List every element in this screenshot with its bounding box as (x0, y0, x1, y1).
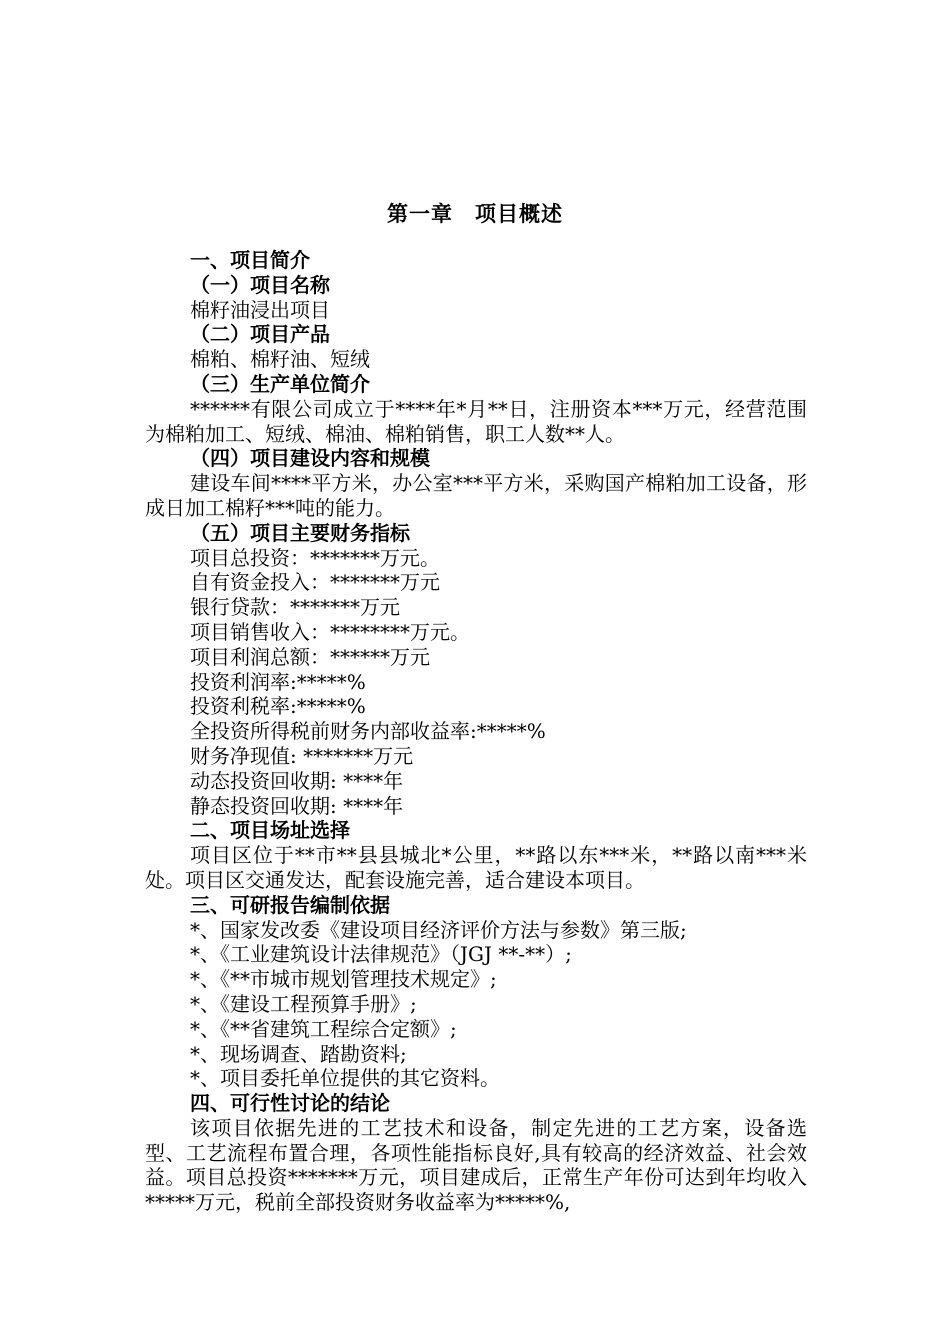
subsection-heading-products: （二）项目产品 (190, 322, 330, 347)
finance-item: 全投资所得税前财务内部收益率:*****% (190, 719, 546, 744)
finance-item: 银行贷款：*******万元 (190, 595, 400, 620)
subsection-heading-finance: （五）项目主要财务指标 (190, 520, 410, 545)
products-text: 棉粕、棉籽油、短绒 (190, 347, 370, 372)
finance-item: 投资利润率:*****% (190, 669, 366, 694)
project-name-text: 棉籽油浸出项目 (190, 297, 330, 322)
reference-item: *、国家发改委《建设项目经济评价方法与参数》第三版; (190, 917, 687, 942)
reference-item: *、《**省建筑工程综合定额》; (190, 1016, 457, 1041)
reference-item: *、《**市城市规划管理技术规定》; (190, 967, 497, 992)
conclusion-paragraph: 该项目依据先进的工艺技术和设备，制定先进的工艺方案，设备选型、工艺流程布置合理，各项性能指标良好,具有较高的经济效益、社会效益。项目总投资*******万元，项目建成后，正常生产年份可达到年均收入*****万元，税前全部投资财务收益率为*****%, (145, 1115, 807, 1215)
reference-item: *、《工业建筑设计法律规范》（JGJ **-**）; (190, 942, 572, 967)
subsection-heading-company: （三）生产单位简介 (190, 371, 370, 396)
site-paragraph: 项目区位于**市**县县城北*公里，**路以东***米，**路以南***米处。项目区交通发达，配套设施完善，适合建设本项目。 (145, 843, 807, 892)
section-heading-4: 四、可行性讨论的结论 (190, 1091, 390, 1116)
subsection-heading-project-name: （一）项目名称 (190, 272, 330, 297)
section-heading-3: 三、可研报告编制依据 (190, 892, 390, 917)
document-body (145, 248, 807, 1215)
finance-item: 财务净现值: *******万元 (190, 743, 414, 768)
finance-item: 动态投资回收期: ****年 (190, 768, 404, 793)
finance-item: 自有资金投入：*******万元 (190, 570, 440, 595)
reference-item: *、《建设工程预算手册》; (190, 991, 417, 1016)
finance-item: 静态投资回收期: ****年 (190, 793, 404, 818)
subsection-heading-scope: （四）项目建设内容和规模 (190, 446, 430, 471)
section-heading-1: 一、项目简介 (190, 248, 310, 272)
reference-item: *、现场调查、踏勘资料; (190, 1041, 407, 1066)
finance-item: 项目利润总额：******万元 (190, 644, 430, 669)
finance-item: 项目总投资：*******万元。 (190, 545, 440, 570)
section-heading-2: 二、项目场址选择 (190, 818, 350, 843)
company-paragraph: ******有限公司成立于****年*月**日，注册资本***万元，经营范围为棉粕加工、短绒、棉油、棉粕销售，职工人数**人。 (145, 396, 807, 446)
chapter-title: 第一章 项目概述 (387, 202, 563, 226)
scope-paragraph: 建设车间****平方米，办公室***平方米，采购国产棉粕加工设备，形成日加工棉籽***吨的能力。 (145, 471, 807, 520)
finance-item: 项目销售收入：********万元。 (190, 619, 470, 644)
reference-item: *、项目委托单位提供的其它资料。 (190, 1066, 500, 1091)
finance-item: 投资利税率:*****% (190, 694, 366, 719)
